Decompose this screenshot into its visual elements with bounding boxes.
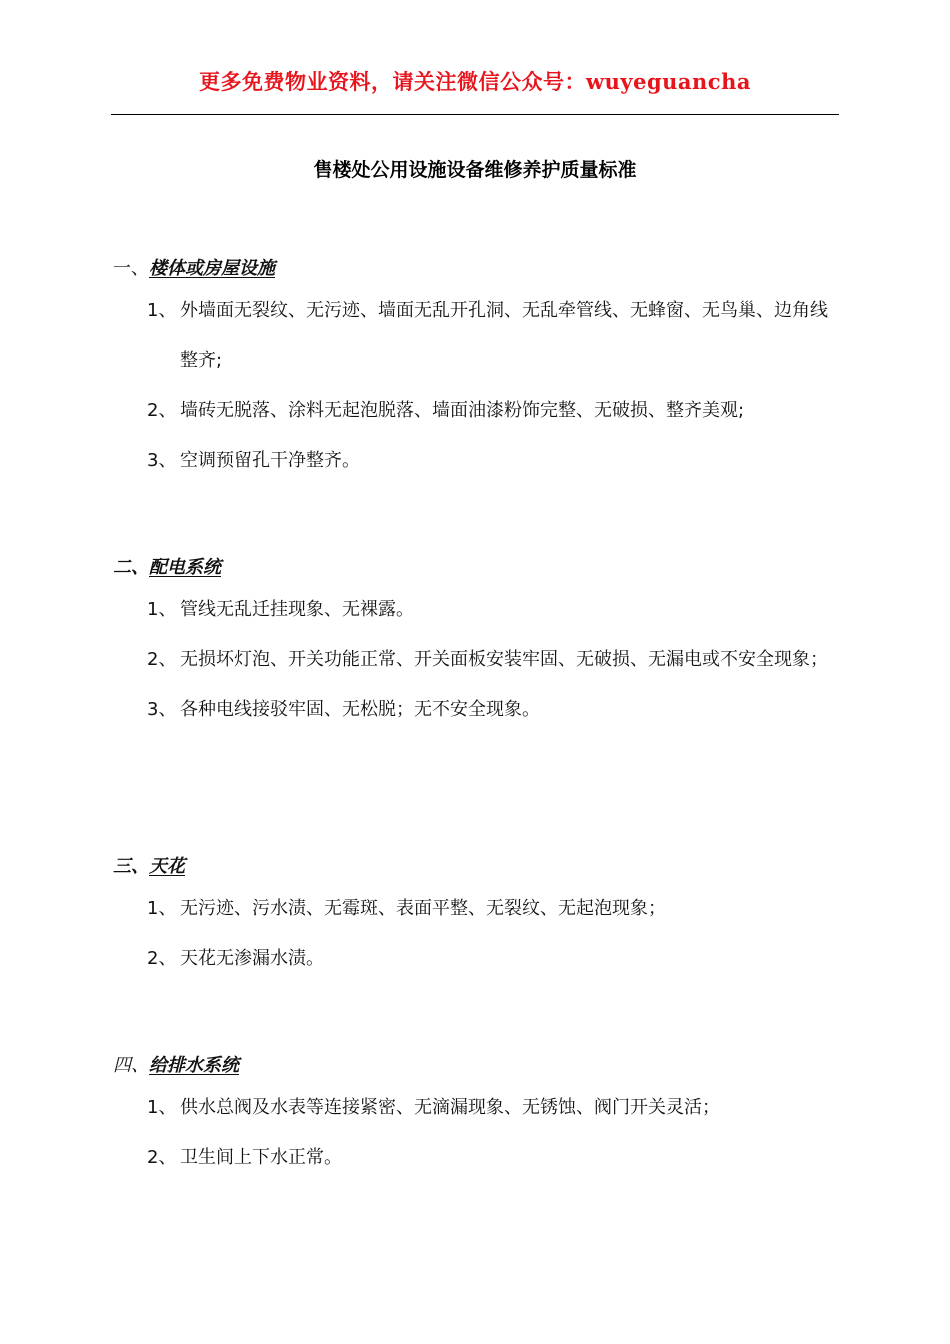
item-text: 卫生间上下水正常。 bbox=[180, 1147, 342, 1168]
section-heading bbox=[113, 253, 843, 285]
item-index: 2、 bbox=[147, 1147, 177, 1168]
section-heading bbox=[113, 1050, 843, 1082]
section-water-supply-drainage bbox=[113, 1050, 843, 1183]
item-text: 各种电线接驳牢固、无松脱；无不安全现象。 bbox=[180, 699, 540, 720]
item-index: 1、 bbox=[147, 1097, 177, 1118]
item-index: 2、 bbox=[147, 948, 177, 969]
document-title: 售楼处公用设施设备维修养护质量标准 bbox=[313, 159, 637, 181]
section-label: 给排水系统 bbox=[149, 1055, 239, 1076]
header-banner: 更多免费物业资料，请关注微信公众号：wuyeguancha bbox=[199, 69, 751, 94]
section-number: 二、 bbox=[113, 557, 149, 578]
item-text: 供水总阀及水表等连接紧密、无滴漏现象、无锈蚀、阀门开关灵活； bbox=[180, 1097, 720, 1118]
section-power-distribution bbox=[113, 552, 843, 735]
item-index: 1、 bbox=[147, 599, 177, 620]
item-text: 无污迹、污水渍、无霉斑、表面平整、无裂纹、无起泡现象； bbox=[180, 898, 666, 919]
list-item bbox=[113, 934, 843, 984]
section-ceiling bbox=[113, 851, 843, 984]
section-item-list bbox=[113, 286, 843, 486]
section-label: 配电系统 bbox=[149, 557, 221, 578]
list-item bbox=[113, 635, 843, 685]
list-item bbox=[113, 585, 843, 635]
item-index: 2、 bbox=[147, 400, 177, 421]
header-divider bbox=[111, 114, 839, 115]
section-heading bbox=[113, 851, 843, 883]
item-text: 无损坏灯泡、开关功能正常、开关面板安装牢固、无破损、无漏电或不安全现象； bbox=[180, 649, 828, 670]
item-index: 2、 bbox=[147, 649, 177, 670]
section-item-list bbox=[113, 585, 843, 735]
section-label: 楼体或房屋设施 bbox=[149, 258, 275, 279]
section-number: 四、 bbox=[113, 1055, 149, 1076]
section-number: 一、 bbox=[113, 258, 149, 279]
list-item bbox=[113, 1083, 843, 1133]
section-item-list bbox=[113, 884, 843, 984]
list-item bbox=[113, 386, 843, 436]
item-index: 3、 bbox=[147, 450, 177, 471]
item-text: 管线无乱迁挂现象、无裸露。 bbox=[180, 599, 414, 620]
item-text: 空调预留孔干净整齐。 bbox=[180, 450, 360, 471]
item-text: 外墙面无裂纹、无污迹、墙面无乱开孔洞、无乱牵管线、无蜂窗、无鸟巢、边角线整齐; bbox=[180, 300, 828, 371]
list-item bbox=[113, 286, 843, 386]
item-index: 3、 bbox=[147, 699, 177, 720]
section-item-list bbox=[113, 1083, 843, 1183]
section-label: 天花 bbox=[149, 856, 185, 877]
section-number: 三、 bbox=[113, 856, 149, 877]
list-item bbox=[113, 685, 843, 735]
list-item bbox=[113, 1133, 843, 1183]
section-building-facilities bbox=[113, 253, 843, 486]
item-text: 墙砖无脱落、涂料无起泡脱落、墙面油漆粉饰完整、无破损、整齐美观; bbox=[180, 400, 745, 421]
list-item bbox=[113, 884, 843, 934]
section-heading bbox=[113, 552, 843, 584]
item-text: 天花无渗漏水渍。 bbox=[180, 948, 324, 969]
list-item bbox=[113, 436, 843, 486]
item-index: 1、 bbox=[147, 898, 177, 919]
item-index: 1、 bbox=[147, 300, 177, 321]
